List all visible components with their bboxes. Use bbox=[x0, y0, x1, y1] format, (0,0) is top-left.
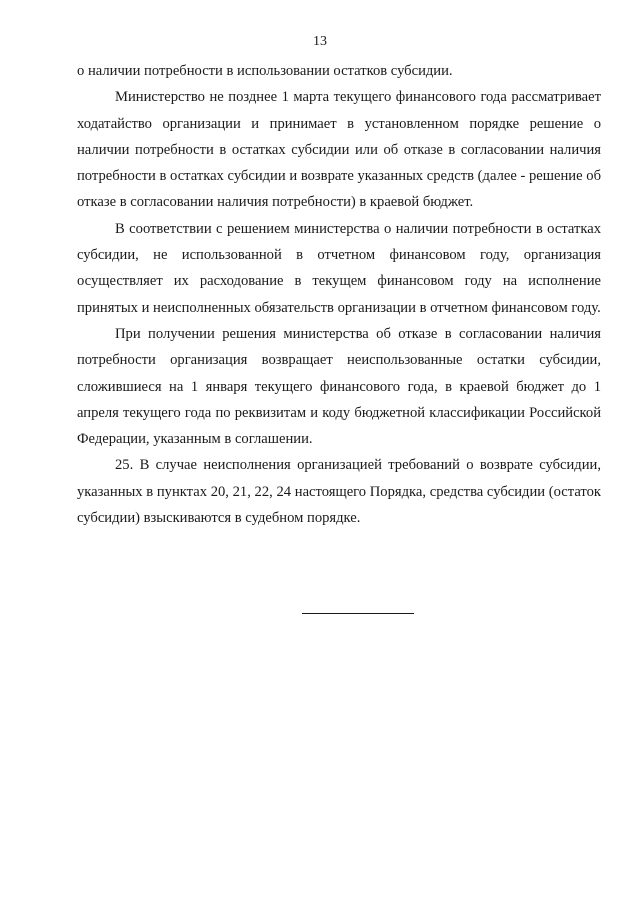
paragraph-ministry-review: Министерство не позднее 1 марта текущего финансового года рассматривает ходатайство организации и принимает в установленном порядке решение о наличии потребности в остатках субсидии или об отказе в согласовании наличия потребности в остатках субсидии и возврате указанных средств (далее - решение об отказе в согласовании наличия потребности) в краевой бюджет. bbox=[77, 89, 601, 211]
paragraph-continuation: о наличии потребности в использовании остатков субсидии. bbox=[77, 63, 453, 79]
paragraph-refund: При получении решения министерства об отказе в согласовании наличия потребности организация возвращает неиспользованные остатки субсидии, сложившиеся на 1 января текущего финансового года, в краевой бюджет до 1 апреля текущего года по реквизитам и коду бюджетной классификации Российской Федерации, указанным в соглашении. bbox=[77, 325, 601, 448]
paragraph-item-25: 25. В случае неисполнения организацией требований о возврате субсидии, указанных в пунктах 20, 21, 22, 24 настоящего Порядка, средства субсидии (остаток субсидии) взыскиваются в судебном порядке. bbox=[77, 457, 601, 527]
end-divider-line bbox=[302, 613, 414, 614]
document-body bbox=[77, 58, 601, 531]
paragraph-remaining-use: В соответствии с решением министерства о наличии потребности в остатках субсидии, не использованной в отчетном финансовом году, организация осуществляет их расходование в текущем финансовом году на исполнение принятых и неисполненных обязательств организации в отчетном финансовом году. bbox=[77, 220, 601, 316]
page-number: 13 bbox=[313, 34, 327, 49]
